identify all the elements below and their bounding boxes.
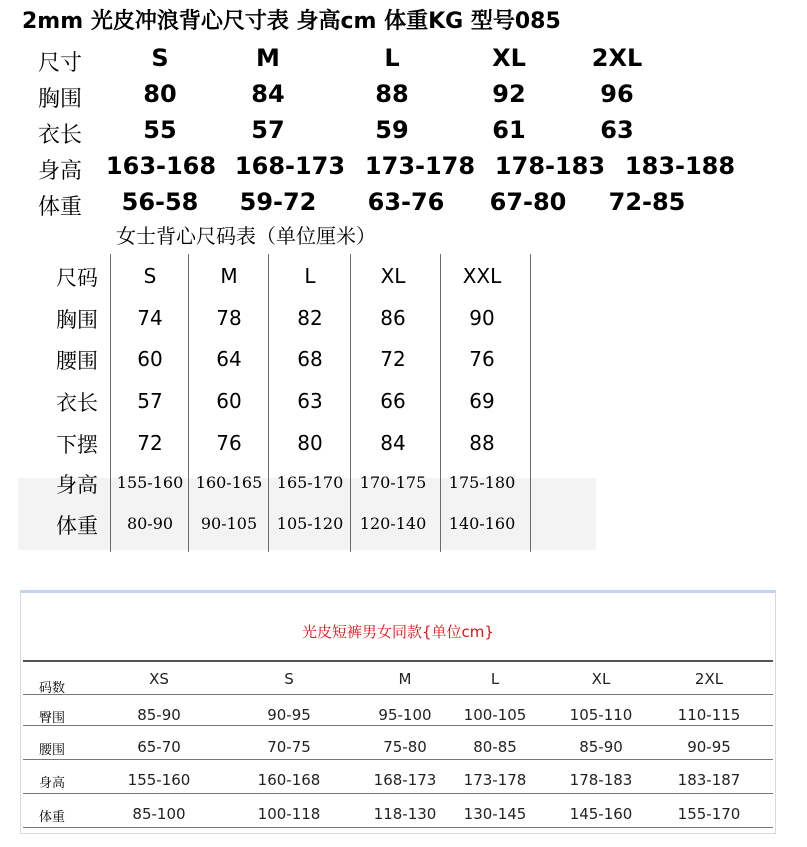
table-cell: 66	[380, 389, 406, 413]
table-cell: XXL	[462, 264, 502, 288]
row-label: 身高	[39, 776, 66, 791]
table-cell: 82	[297, 306, 323, 330]
table-cell: M	[220, 264, 238, 288]
table-cell: M	[398, 670, 412, 688]
table-row	[0, 44, 807, 78]
table-cell: 63-76	[367, 188, 445, 216]
table-cell: 105-110	[569, 706, 633, 724]
table-cell: 155-170	[677, 805, 741, 823]
table-cell: 67-80	[489, 188, 567, 216]
table-cell: 145-160	[569, 805, 633, 823]
table-cell: 76	[469, 347, 495, 371]
table-cell: 74	[137, 306, 163, 330]
table-row	[21, 733, 775, 763]
table-cell: XS	[149, 670, 169, 688]
table-cell: 57	[251, 116, 285, 144]
table-cell: 130-145	[463, 805, 527, 823]
table-cell: 84	[380, 431, 406, 455]
table-cell: XL	[492, 44, 526, 72]
table-cell: 65-70	[137, 738, 181, 756]
table-cell: 105-120	[276, 514, 344, 533]
table-cell: 60	[137, 347, 163, 371]
table-cell: 90	[469, 306, 495, 330]
table-row	[0, 80, 807, 114]
table-cell: 85-90	[137, 706, 181, 724]
table-cell: 100-105	[463, 706, 527, 724]
table-cell: 85-90	[579, 738, 623, 756]
table-row	[0, 383, 807, 421]
table-cell: 61	[492, 116, 526, 144]
table-cell: 85-100	[132, 805, 186, 823]
table-cell: 56-58	[121, 188, 199, 216]
table-cell: 90-105	[200, 514, 258, 533]
table-cell: 160-168	[257, 771, 321, 789]
table-cell: 80-90	[126, 514, 174, 533]
row-label: 胸围	[38, 87, 83, 112]
table-row	[21, 701, 775, 731]
table-cell: 118-130	[373, 805, 437, 823]
table-cell: 68	[297, 347, 323, 371]
table-cell: 178-183	[569, 771, 633, 789]
table-cell: L	[304, 264, 316, 288]
table-cell: 110-115	[677, 706, 741, 724]
table-row	[0, 258, 807, 296]
table-cell: 92	[492, 80, 526, 108]
row-label: 身高	[38, 159, 83, 184]
row-label: 胸围	[56, 308, 98, 332]
table-cell: 95-100	[378, 706, 432, 724]
table-cell: 80-85	[473, 738, 517, 756]
table-cell: XL	[380, 264, 406, 288]
table-cell: 90-95	[267, 706, 311, 724]
table-cell: 140-160	[448, 514, 516, 533]
row-label: 码数	[39, 681, 66, 696]
table-cell: 2XL	[591, 44, 643, 72]
table-row	[0, 465, 807, 503]
row-label: 衣长	[56, 391, 98, 415]
row-label: 衣长	[38, 123, 83, 148]
table-cell: 100-118	[257, 805, 321, 823]
table-cell: 59-72	[239, 188, 317, 216]
table-cell: 170-175	[359, 473, 427, 492]
table-cell: 86	[380, 306, 406, 330]
table-row	[0, 425, 807, 463]
row-label: 体重	[38, 195, 83, 220]
table-cell: 160-165	[195, 473, 263, 492]
table-cell: 183-188	[624, 152, 736, 180]
table-row	[0, 300, 807, 338]
table-cell: 120-140	[359, 514, 427, 533]
table-row	[21, 671, 775, 701]
table-cell: 70-75	[267, 738, 311, 756]
table-cell: 63	[297, 389, 323, 413]
table-cell: S	[143, 264, 157, 288]
row-label: 尺码	[56, 266, 98, 290]
table-cell: 88	[375, 80, 409, 108]
row-label: 身高	[56, 473, 98, 497]
table-cell: 64	[216, 347, 242, 371]
table-cell: 165-170	[276, 473, 344, 492]
table-cell: 183-187	[677, 771, 741, 789]
table-cell: 63	[600, 116, 634, 144]
table-cell: 155-160	[116, 473, 184, 492]
table-cell: 96	[600, 80, 634, 108]
table-cell: 55	[143, 116, 177, 144]
row-label: 臀围	[39, 711, 66, 726]
table-cell: 173-178	[463, 771, 527, 789]
row-label: 腰围	[39, 743, 66, 758]
table-cell: 168-173	[234, 152, 346, 180]
row-label: 尺寸	[38, 51, 83, 76]
table-cell: 57	[137, 389, 163, 413]
table-cell: 90-95	[687, 738, 731, 756]
table-cell: 72-85	[608, 188, 686, 216]
table-cell: 60	[216, 389, 242, 413]
table-cell: 69	[469, 389, 495, 413]
shorts-size-chart-title: 光皮短裤男女同款{单位cm}	[302, 623, 494, 641]
table-cell: 175-180	[448, 473, 516, 492]
table-row	[0, 341, 807, 379]
table-cell: 163-168	[105, 152, 217, 180]
table-cell: 59	[375, 116, 409, 144]
row-label: 体重	[56, 514, 98, 538]
table-cell: 72	[137, 431, 163, 455]
table-cell: 80	[297, 431, 323, 455]
table-cell: 75-80	[383, 738, 427, 756]
row-label: 下摆	[56, 433, 98, 457]
table-row	[0, 188, 807, 222]
table-cell: 155-160	[127, 771, 191, 789]
table-cell: L	[490, 670, 500, 688]
table-row	[21, 766, 775, 796]
table-cell: 178-183	[494, 152, 606, 180]
table-cell: L	[384, 44, 400, 72]
table-cell: 168-173	[373, 771, 437, 789]
table-cell: 173-178	[364, 152, 476, 180]
table-cell: 84	[251, 80, 285, 108]
women-size-chart-title: 女士背心尺码表（单位厘米）	[116, 224, 376, 248]
table-cell: 80	[143, 80, 177, 108]
table-cell: S	[151, 44, 169, 72]
table-cell: 76	[216, 431, 242, 455]
table-row	[0, 116, 807, 150]
table-row	[0, 506, 807, 544]
table-cell: 72	[380, 347, 406, 371]
table-cell: XL	[591, 670, 611, 688]
row-label: 体重	[39, 810, 66, 825]
shorts-size-chart	[20, 590, 776, 834]
table-row	[21, 800, 775, 830]
row-label: 腰围	[56, 349, 98, 373]
table-divider	[23, 660, 773, 662]
table-cell: M	[256, 44, 280, 72]
table-cell: 2XL	[694, 670, 724, 688]
table-cell: 88	[469, 431, 495, 455]
men-size-chart-title: 2mm 光皮冲浪背心尺寸表 身高cm 体重KG 型号085	[22, 9, 561, 34]
table-row	[0, 152, 807, 186]
table-cell: 78	[216, 306, 242, 330]
table-cell: S	[284, 670, 294, 688]
